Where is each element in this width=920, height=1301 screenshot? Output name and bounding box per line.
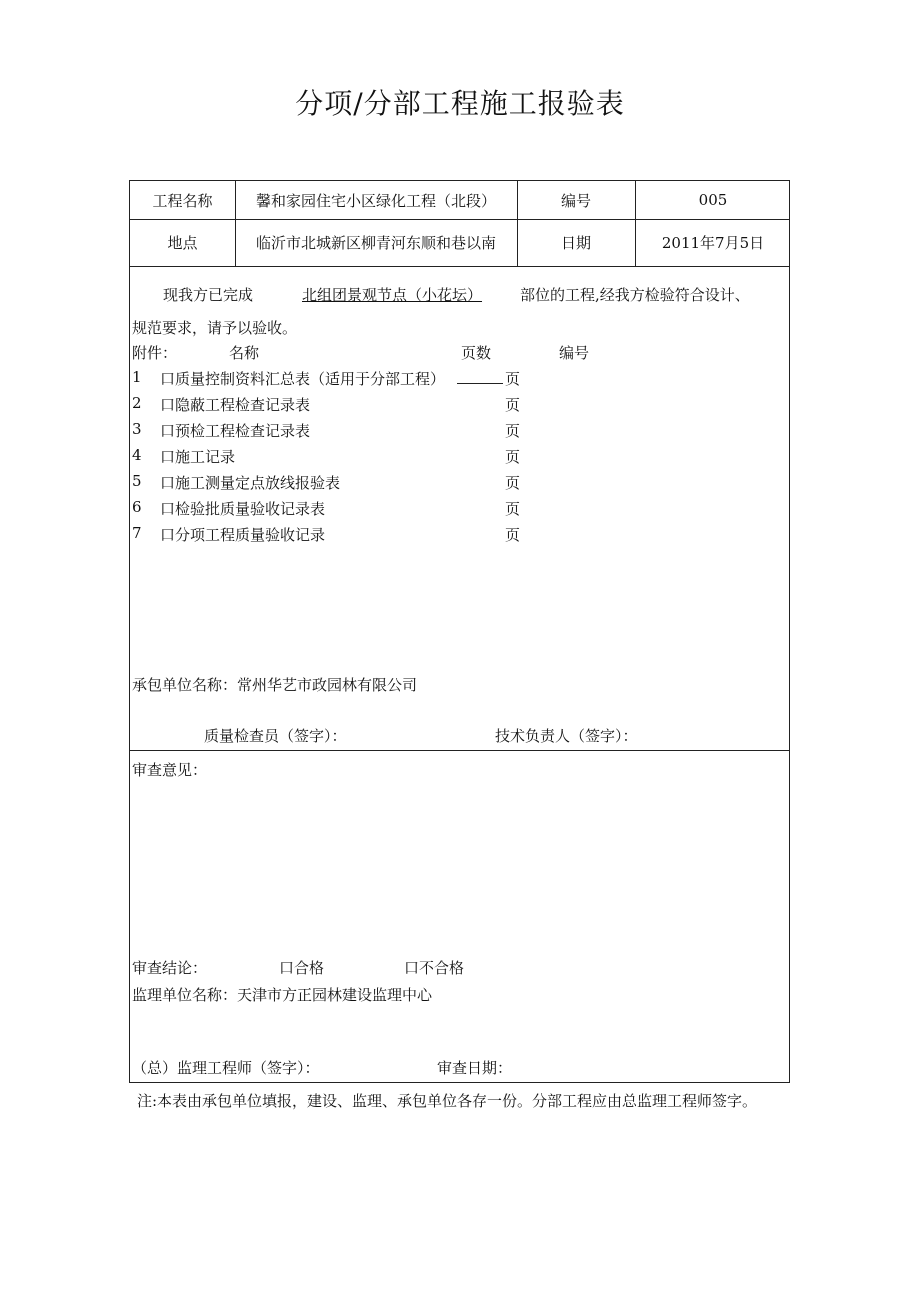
col-number-header: 编号 xyxy=(559,344,590,362)
number-value: 005 xyxy=(698,191,728,209)
supervisor-name: 天津市方正园林建设监理中心 xyxy=(237,986,433,1004)
fail-checkbox[interactable]: 口不合格 xyxy=(404,959,465,977)
attachment-no: 5 xyxy=(132,472,142,490)
contractor-label: 承包单位名称： xyxy=(132,676,238,694)
attachment-name: 口施工记录 xyxy=(160,448,236,466)
page-unit: 页 xyxy=(505,526,521,544)
date-label: 日期 xyxy=(560,234,591,252)
review-date-label: 审查日期： xyxy=(437,1059,513,1077)
attachment-name: 口分项工程质量验收记录 xyxy=(160,526,326,544)
footnote: 注:本表由承包单位填报，建设、监理、承包单位各存一份。分部工程应由总监理工程师签字。 xyxy=(137,1092,758,1110)
date-value: 2011年7月5日 xyxy=(661,234,765,252)
page-unit: 页 xyxy=(505,500,521,518)
row-divider xyxy=(130,266,789,267)
page-title: 分项/分部工程施工报验表 xyxy=(295,87,625,120)
review-opinion-label: 审查意见： xyxy=(132,761,208,779)
page-unit: 页 xyxy=(505,474,521,492)
attachment-name: 口检验批质量验收记录表 xyxy=(160,500,326,518)
location-value: 临沂市北城新区柳青河东顺和巷以南 xyxy=(255,234,496,252)
attachment-pages xyxy=(457,368,520,389)
pages-blank xyxy=(457,369,503,384)
attachment-no: 3 xyxy=(132,420,142,438)
attachment-name: 口隐蔽工程检查记录表 xyxy=(160,396,311,414)
location-label: 地点 xyxy=(167,234,198,252)
page-unit: 页 xyxy=(505,396,521,414)
tech-lead-signature-label: 技术负责人（签字）： xyxy=(495,727,638,745)
page-unit: 页 xyxy=(505,370,521,388)
attachment-name: 口施工测量定点放线报验表 xyxy=(160,474,341,492)
supervisor-label: 监理单位名称： xyxy=(132,986,238,1004)
request-line2: 规范要求，请予以验收。 xyxy=(132,319,298,337)
attachment-no: 6 xyxy=(132,498,142,516)
attachment-no: 1 xyxy=(132,368,142,386)
page-unit: 页 xyxy=(505,422,521,440)
attachment-name: 口质量控制资料汇总表（适用于分部工程） xyxy=(160,370,446,388)
request-prefix: 现我方已完成 xyxy=(163,286,254,304)
pass-checkbox[interactable]: 口合格 xyxy=(279,959,325,977)
col-name-header: 名称 xyxy=(229,344,260,362)
inspection-form xyxy=(129,180,790,1083)
request-part: 北组团景观节点（小花坛） xyxy=(302,286,483,304)
attachments-label: 附件： xyxy=(132,344,178,362)
inspector-signature-label: 质量检查员（签字）： xyxy=(204,727,347,745)
project-name-value: 馨和家园住宅小区绿化工程（北段） xyxy=(255,191,496,210)
attachment-no: 7 xyxy=(132,524,142,542)
page-unit: 页 xyxy=(505,448,521,466)
engineer-signature-label: （总）监理工程师（签字）： xyxy=(132,1059,320,1077)
col-pages-header: 页数 xyxy=(461,344,492,362)
number-label: 编号 xyxy=(560,191,591,210)
row-divider xyxy=(130,750,789,751)
review-conclusion-label: 审查结论： xyxy=(132,959,208,977)
attachment-no: 4 xyxy=(132,446,142,464)
attachment-no: 2 xyxy=(132,394,142,412)
contractor-name: 常州华艺市政园林有限公司 xyxy=(237,676,418,694)
attachment-name: 口预检工程检查记录表 xyxy=(160,422,311,440)
request-suffix: 部位的工程,经我方检验符合设计、 xyxy=(520,286,750,304)
project-name-label: 工程名称 xyxy=(152,191,213,210)
